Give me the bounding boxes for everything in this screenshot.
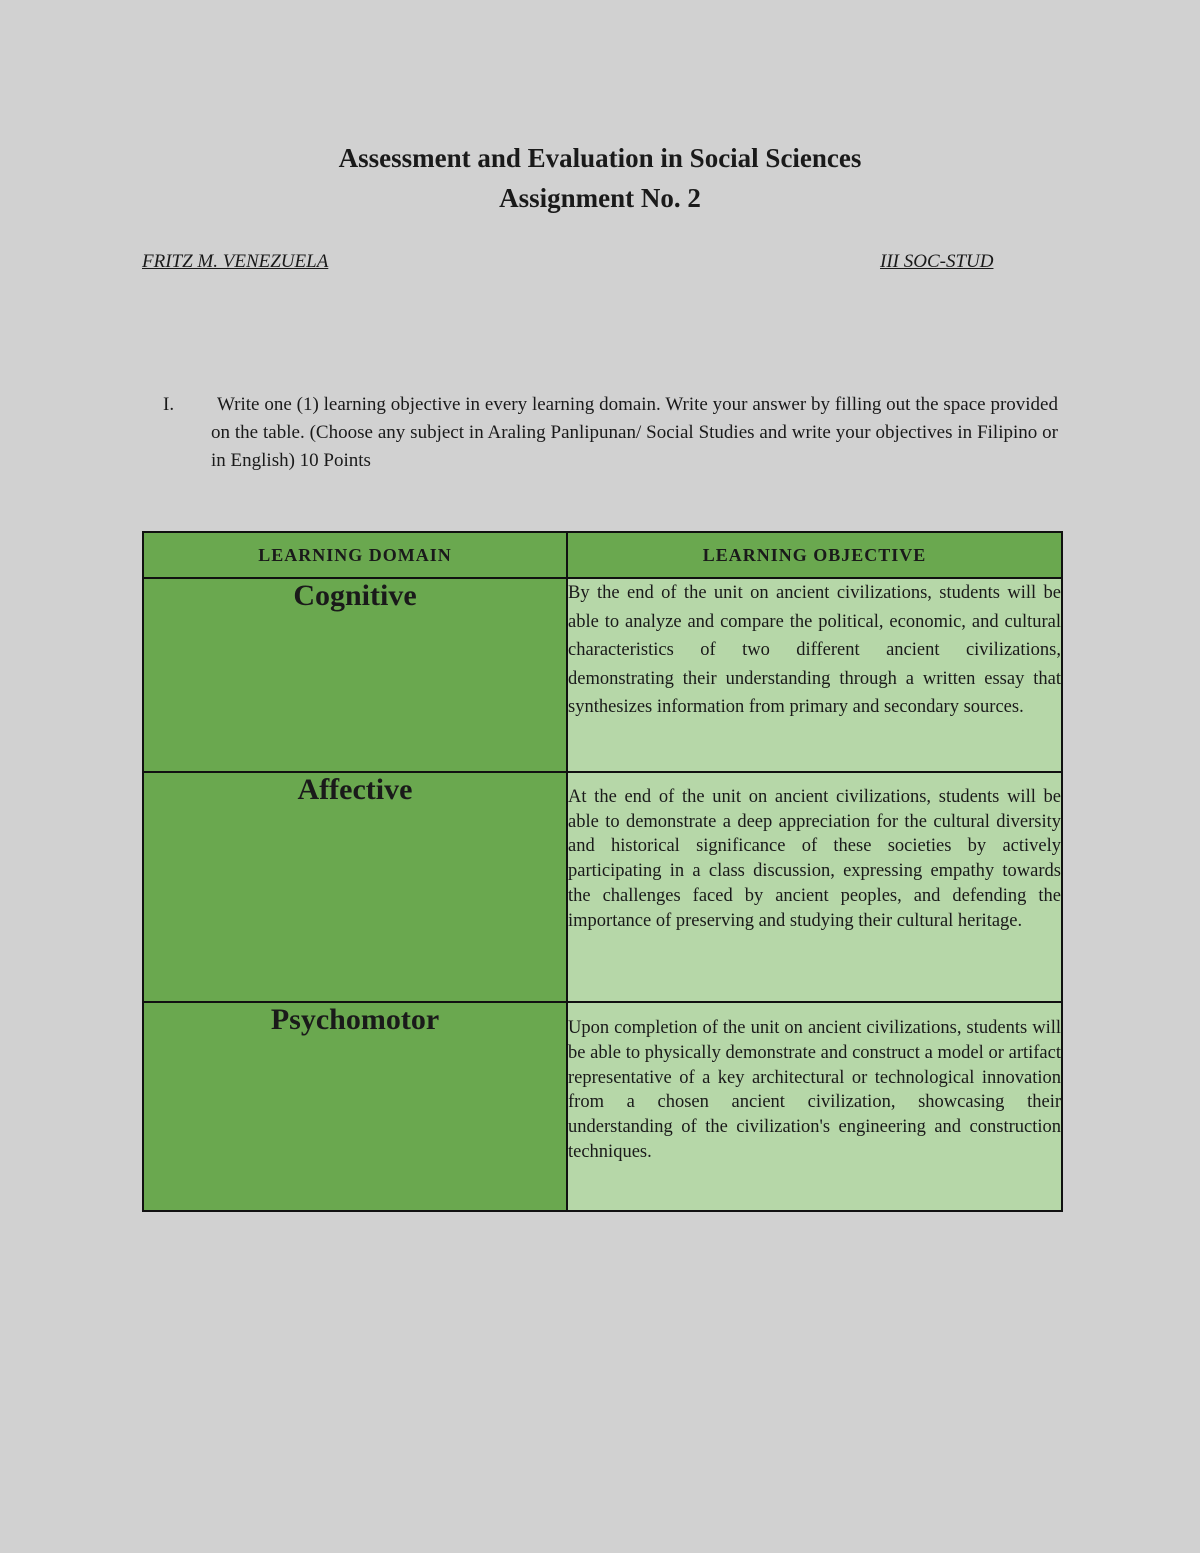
table-row <box>143 1002 1062 1211</box>
instruction-number: I. <box>163 394 175 415</box>
objective-psychomotor: Upon completion of the unit on ancient civilizations, students will be able to physically demonstrate and construct a model or artifact representative of a key architectural or technological innovation from a chosen ancient civilization, showcasing their understanding of the civilization's engineering and construction techniques. <box>567 1002 1062 1211</box>
learning-domain-table <box>142 531 1063 1212</box>
instruction-text: Write one (1) learning objective in every learning domain. Write your answer by filling out the space provided on the table. (Choose any subject in Araling Panlipunan/ Social Studies and write your objectives in Filipino or in English) 10 Points <box>211 394 1058 471</box>
student-section: III SOC-STUD <box>880 251 994 272</box>
domain-affective: Affective <box>143 772 567 1002</box>
domain-psychomotor: Psychomotor <box>143 1002 567 1211</box>
instruction-item <box>163 391 1058 475</box>
table-row <box>143 578 1062 772</box>
objective-affective: At the end of the unit on ancient civilizations, students will be able to demonstrate a deep appreciation for the cultural diversity and historical significance of these societies by actively participating in a class discussion, expressing empathy towards the challenges faced by ancient peoples, and defending the importance of preserving and studying their cultural heritage. <box>567 772 1062 1002</box>
document-title: Assessment and Evaluation in Social Sciences <box>338 143 862 173</box>
domain-cognitive: Cognitive <box>143 578 567 772</box>
assignment-number: Assignment No. 2 <box>499 183 701 213</box>
objective-cognitive: By the end of the unit on ancient civilizations, students will be able to analyze and compare the political, economic, and cultural characteristics of two different ancient civilizations, demonstrating their understanding through a written essay that synthesizes information from primary and secondary sources. <box>567 578 1062 772</box>
header-learning-objective: LEARNING OBJECTIVE <box>567 532 1062 578</box>
header-learning-domain: LEARNING DOMAIN <box>143 532 567 578</box>
table-header-row <box>143 532 1062 578</box>
table-row <box>143 772 1062 1002</box>
student-name: FRITZ M. VENEZUELA <box>142 251 329 272</box>
